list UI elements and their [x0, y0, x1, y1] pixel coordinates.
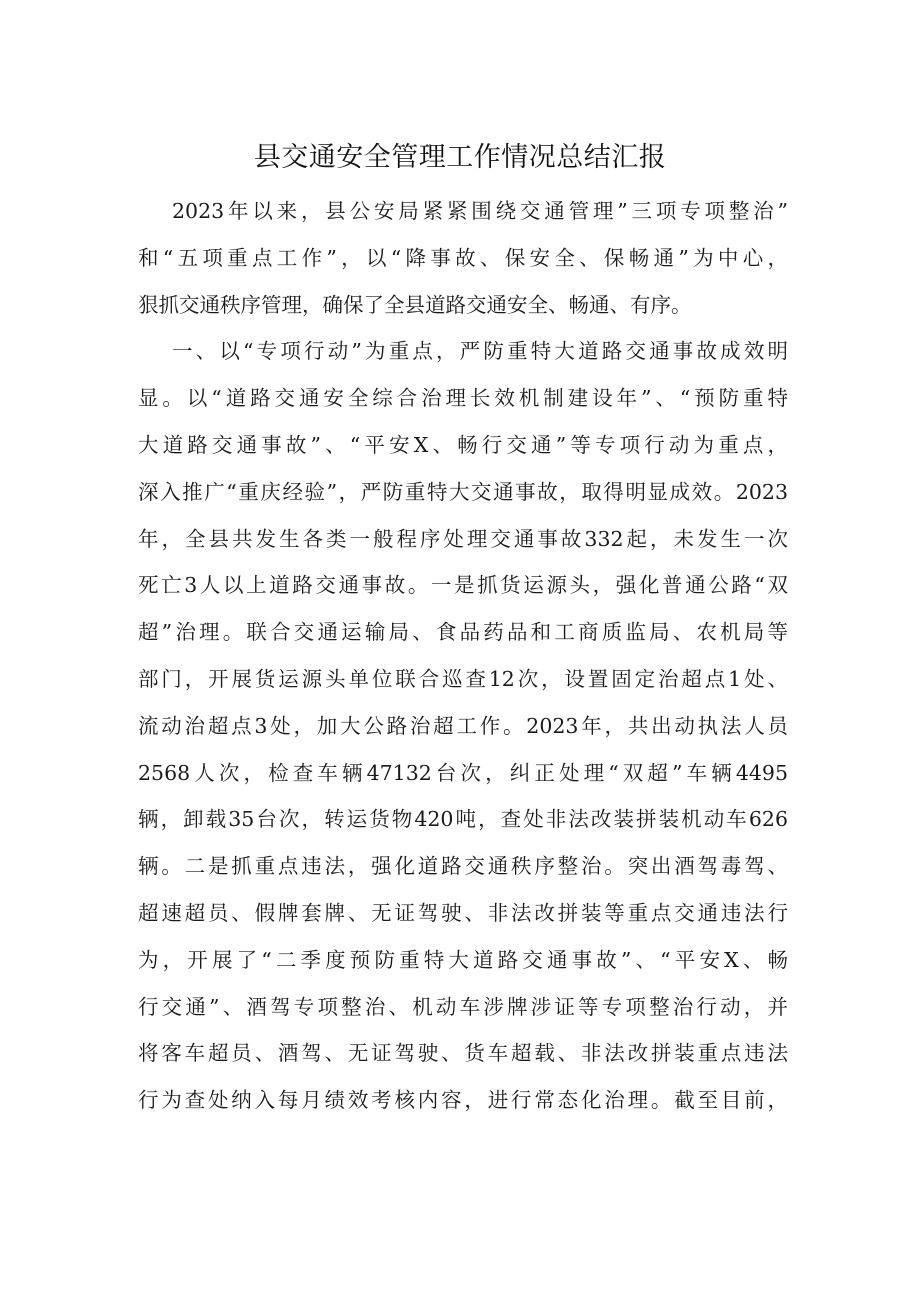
- document-title: 县交通安全管理工作情况总结汇报: [253, 142, 667, 173]
- body-line: 流动治超点3处，加大公路治超工作。2023年，共出动执法人员: [138, 713, 788, 738]
- body-line: 年，全县共发生各类一般程序处理交通事故332起，未发生一次: [138, 526, 788, 551]
- body-line: 行交通”、酒驾专项整治、机动车涉牌涉证等专项整治行动，并: [138, 994, 788, 1019]
- body-line: 超速超员、假牌套牌、无证驾驶、非法改拼装等重点交通违法行: [138, 900, 788, 925]
- body-line: 辆，卸载35台次，转运货物420吨，查处非法改装拼装机动车626: [138, 807, 788, 832]
- body-line: 深入推广“重庆经验”，严防重特大交通事故，取得明显成效。2023: [138, 479, 788, 504]
- body-line: 超”治理。联合交通运输局、食品药品和工商质监局、农机局等: [138, 620, 788, 645]
- body-line: 死亡3人以上道路交通事故。一是抓货运源头，强化普通公路“双: [138, 573, 788, 598]
- body-line: 2568人次，检查车辆47132台次，纠正处理“双超”车辆4495: [138, 760, 788, 785]
- body-line: 部门，开展货运源头单位联合巡查12次，设置固定治超点1处、: [138, 666, 788, 691]
- body-line: 将客车超员、酒驾、无证驾驶、货车超载、非法改拼装重点违法: [138, 1041, 788, 1066]
- body-line: 一、以“专项行动”为重点，严防重特大道路交通事故成效明: [172, 339, 788, 364]
- body-line: 辆。二是抓重点违法，强化道路交通秩序整治。突出酒驾毒驾、: [138, 854, 788, 879]
- body-line: 和“五项重点工作”，以“降事故、保安全、保畅通”为中心，: [138, 245, 788, 270]
- body-line: 显。以“道路交通安全综合治理长效机制建设年”、“预防重特: [138, 386, 788, 411]
- body-line: 狠抓交通秩序管理，确保了全县道路交通安全、畅通、有序。: [138, 292, 692, 317]
- body-line: 行为查处纳入每月绩效考核内容，进行常态化治理。截至目前，: [138, 1088, 788, 1113]
- body-line: 大道路交通事故”、“平安X、畅行交通”等专项行动为重点，: [138, 432, 788, 457]
- body-line: 为，开展了“二季度预防重特大道路交通事故”、“平安X、畅: [138, 947, 788, 972]
- document-body: [138, 188, 788, 1124]
- body-line: 2023年以来，县公安局紧紧围绕交通管理”三项专项整治”: [172, 199, 788, 223]
